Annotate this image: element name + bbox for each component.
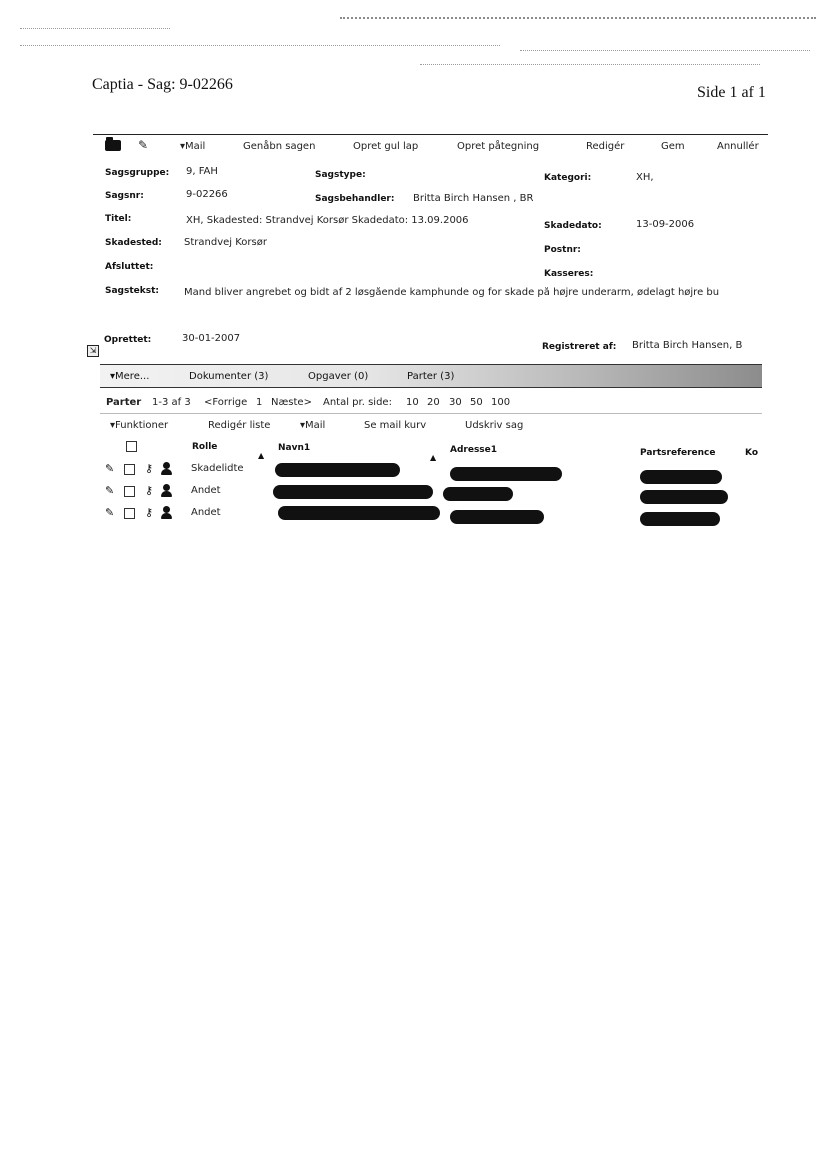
tab-bar <box>100 364 762 388</box>
scan-noise <box>340 17 816 19</box>
kategori-label: Kategori: <box>544 173 592 183</box>
skadested-label: Skadested: <box>105 238 162 248</box>
per-page-label: Antal pr. side: <box>323 397 392 408</box>
case-toolbar <box>100 138 766 156</box>
pager-label: Parter <box>106 397 142 408</box>
row-checkbox[interactable] <box>124 464 135 475</box>
pin-icon[interactable]: ✎ <box>138 138 149 152</box>
oprettet-value: 30-01-2007 <box>182 333 241 344</box>
row-role: Skadelidte <box>191 463 244 474</box>
column-header-adresse[interactable]: Adresse1 <box>450 445 498 455</box>
sagstype-label: Sagstype: <box>315 170 366 180</box>
pin-toggle-icon[interactable]: ⇲ <box>87 345 99 357</box>
per-page-100[interactable]: 100 <box>491 397 511 408</box>
edit-list-button[interactable]: Redigér liste <box>208 420 271 431</box>
mail-menu-button[interactable]: ▾Mail <box>180 141 206 152</box>
sagsgruppe-value: 9, FAH <box>186 166 218 177</box>
kasseres-label: Kasseres: <box>544 269 594 279</box>
divider <box>100 413 762 414</box>
reopen-case-button[interactable]: Genåbn sagen <box>243 141 316 152</box>
afsluttet-label: Afsluttet: <box>105 262 154 272</box>
per-page-50[interactable]: 50 <box>470 397 483 408</box>
registreret-label: Registreret af: <box>542 342 617 352</box>
column-header-partsreference[interactable]: Partsreference <box>640 448 716 458</box>
functions-menu-button[interactable]: ▾Funktioner <box>110 420 169 431</box>
redaction-bar <box>443 487 513 501</box>
per-page-10[interactable]: 10 <box>406 397 419 408</box>
print-case-button[interactable]: Udskriv sag <box>465 420 524 431</box>
kategori-value: XH, <box>636 172 654 183</box>
save-button[interactable]: Gem <box>661 141 685 152</box>
redaction-bar <box>450 510 544 524</box>
sagstekst-label: Sagstekst: <box>105 286 160 296</box>
titel-label: Titel: <box>105 214 132 224</box>
divider <box>93 134 768 135</box>
edit-button[interactable]: Redigér <box>586 141 625 152</box>
pager-prev-link[interactable]: <Forrige <box>204 397 248 408</box>
pager-next-link[interactable]: Næste> <box>271 397 312 408</box>
row-checkbox[interactable] <box>124 486 135 497</box>
redaction-bar <box>275 463 400 477</box>
mail-menu-button[interactable]: ▾Mail <box>300 420 326 431</box>
sagsbehandler-value: Britta Birch Hansen , BR <box>413 193 534 204</box>
page-title: Captia - Sag: 9-02266 <box>92 76 233 93</box>
tab-documents[interactable]: Dokumenter (3) <box>189 371 269 382</box>
column-header-extra[interactable]: Ko <box>745 448 758 458</box>
column-header-navn[interactable]: Navn1 <box>278 443 311 453</box>
select-all-checkbox[interactable] <box>126 441 137 452</box>
page-number: Side 1 af 1 <box>697 84 766 101</box>
redaction-bar <box>278 506 440 520</box>
row-role: Andet <box>191 485 221 496</box>
person-icon[interactable] <box>161 506 172 519</box>
person-icon[interactable] <box>161 484 172 497</box>
folder-icon[interactable] <box>105 140 121 151</box>
registreret-value: Britta Birch Hansen, B <box>632 340 743 351</box>
redaction-bar <box>273 485 433 499</box>
redaction-bar <box>450 467 562 481</box>
key-icon[interactable]: ⚷ <box>145 484 154 497</box>
skadested-value: Strandvej Korsør <box>184 237 267 248</box>
sagsnr-value: 9-02266 <box>186 189 228 200</box>
key-icon[interactable]: ⚷ <box>145 506 154 519</box>
table-row[interactable] <box>0 484 826 502</box>
pager-range: 1-3 af 3 <box>152 397 191 408</box>
sort-arrow-icon[interactable]: ▲ <box>430 453 437 462</box>
key-icon[interactable]: ⚷ <box>145 462 154 475</box>
titel-value: XH, Skadested: Strandvej Korsør Skadedato: 13.09.2006 <box>186 215 469 226</box>
redaction-bar <box>640 470 722 484</box>
scan-noise <box>420 64 760 65</box>
scan-noise <box>520 50 810 51</box>
skadedato-label: Skadedato: <box>544 221 602 231</box>
sagsnr-label: Sagsnr: <box>105 191 144 201</box>
table-row[interactable] <box>0 462 826 480</box>
endorsement-button[interactable]: Opret påtegning <box>457 141 540 152</box>
pin-icon[interactable]: ✎ <box>105 506 115 519</box>
pager-page-link[interactable]: 1 <box>256 397 263 408</box>
redaction-bar <box>640 490 728 504</box>
yellow-note-button[interactable]: Opret gul lap <box>353 141 419 152</box>
person-icon[interactable] <box>161 462 172 475</box>
skadedato-value: 13-09-2006 <box>636 219 695 230</box>
pin-icon[interactable]: ✎ <box>105 462 115 475</box>
per-page-30[interactable]: 30 <box>449 397 462 408</box>
tab-parties[interactable]: Parter (3) <box>407 371 455 382</box>
row-checkbox[interactable] <box>124 508 135 519</box>
row-role: Andet <box>191 507 221 518</box>
per-page-20[interactable]: 20 <box>427 397 440 408</box>
sagsbehandler-label: Sagsbehandler: <box>315 194 395 204</box>
cancel-button[interactable]: Annullér <box>717 141 759 152</box>
postnr-label: Postnr: <box>544 245 581 255</box>
sort-arrow-icon[interactable]: ▲ <box>258 451 265 460</box>
column-header-rolle[interactable]: Rolle <box>192 442 218 452</box>
mail-basket-button[interactable]: Se mail kurv <box>364 420 427 431</box>
redaction-bar <box>640 512 720 526</box>
scan-noise <box>20 45 500 46</box>
sagstekst-value: Mand bliver angrebet og bidt af 2 løsgående kamphunde og for skade på højre underarm, ødelagt højre bu <box>184 287 720 298</box>
oprettet-label: Oprettet: <box>104 335 152 345</box>
tab-more[interactable]: ▾Mere... <box>110 371 150 382</box>
table-row[interactable] <box>0 506 826 524</box>
tab-tasks[interactable]: Opgaver (0) <box>308 371 369 382</box>
pin-icon[interactable]: ✎ <box>105 484 115 497</box>
scan-noise <box>20 28 170 29</box>
sagsgruppe-label: Sagsgruppe: <box>105 168 170 178</box>
